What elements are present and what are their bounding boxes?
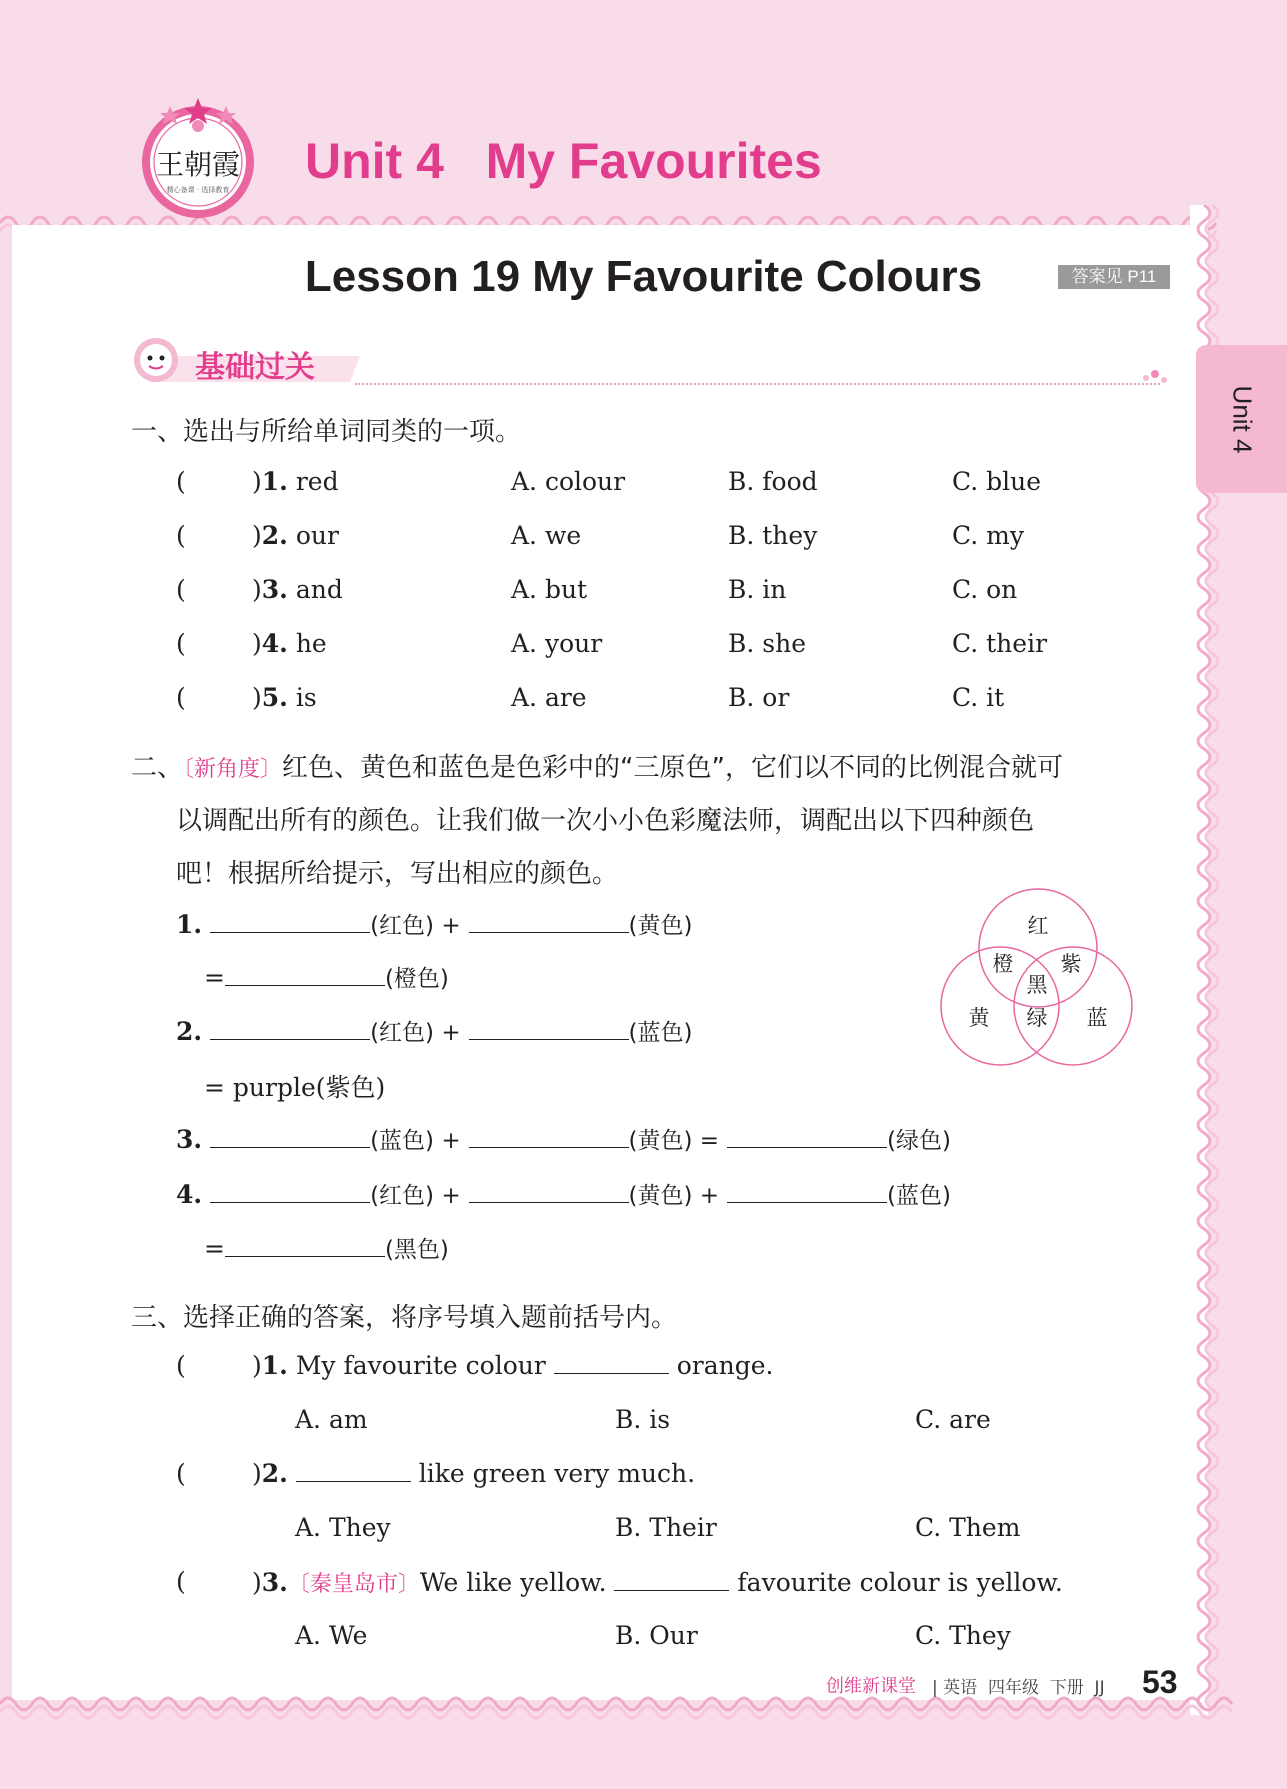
unit-side-tab-label: Unit 4 xyxy=(1226,385,1257,453)
part1-option-b: B. she xyxy=(728,629,806,658)
part1-option-b: B. in xyxy=(728,575,787,604)
part2-question-1: 1. (红色) + (黄色) xyxy=(176,910,693,939)
part3-region-tag: 〔秦皇岛市〕 xyxy=(287,1572,420,1597)
part3-option-c: C. They xyxy=(915,1621,1011,1650)
part2-heading-line1: 二、〔新角度〕红色、黄色和蓝色是色彩中的“三原色”，它们以不同的比例混合就可 xyxy=(131,753,1063,783)
part2-question-1-result: = (橙色) xyxy=(204,963,449,992)
part1-heading: 一、选出与所给单词同类的一项。 xyxy=(131,417,522,447)
part1-option-c: C. my xyxy=(952,521,1024,550)
venn-label-yellow: 黄 xyxy=(968,1006,990,1030)
part3-option-c: C. are xyxy=(915,1405,991,1434)
part1-option-a: A. your xyxy=(511,629,603,658)
unit-title: Unit 4 My Favourites xyxy=(305,133,822,189)
part1-option-a: A. are xyxy=(511,683,587,712)
part1-item-3: )3. and xyxy=(252,575,343,604)
logo-subtext: 精心备课 · 选择教育 xyxy=(166,186,230,194)
venn-label-orange: 橙 xyxy=(992,952,1014,976)
part1-row-4: ( xyxy=(176,629,186,658)
divider-dots-icon xyxy=(1140,366,1170,386)
part2-heading-line2: 以调配出所有的颜色。让我们做一次小小色彩魔法师，调配出以下四种颜色 xyxy=(176,806,1035,836)
part3-bracket-1: ( xyxy=(176,1351,186,1380)
part2-question-4: 4. (红色) + (黄色) + (蓝色) xyxy=(176,1180,951,1209)
part1-item-1: )1. red xyxy=(252,467,339,496)
part1-option-b: B. or xyxy=(728,683,790,712)
part1-row-2: ( xyxy=(176,521,186,550)
venn-label-black: 黑 xyxy=(1026,973,1048,997)
part1-item-4: )4. he xyxy=(252,629,327,658)
section-divider xyxy=(355,383,1160,385)
part1-option-a: A. we xyxy=(511,521,582,550)
part1-item-2: )2. our xyxy=(252,521,339,550)
part1-option-b: B. they xyxy=(728,521,818,550)
part3-option-a: A. We xyxy=(295,1621,368,1650)
lesson-title: Lesson 19 My Favourite Colours xyxy=(304,252,983,301)
section-label: 基础过关 xyxy=(195,350,315,385)
part3-option-b: B. is xyxy=(615,1405,671,1434)
page-number: 53 xyxy=(1142,1664,1178,1700)
part3-option-b: B. Our xyxy=(615,1621,698,1650)
publisher-logo xyxy=(134,96,262,220)
part2-question-2: 2. (红色) + (蓝色) xyxy=(176,1017,693,1046)
part3-option-b: B. Their xyxy=(615,1513,717,1542)
part3-option-c: C. Them xyxy=(915,1513,1021,1542)
part3-question-1: )1. My favourite colour orange. xyxy=(252,1351,774,1380)
part1-option-c: C. their xyxy=(952,629,1048,658)
part3-bracket-2: ( xyxy=(176,1459,186,1488)
part1-option-b: B. food xyxy=(728,467,818,496)
part2-heading-line3: 吧！根据所给提示，写出相应的颜色。 xyxy=(176,859,619,889)
footer-book-info: | 英语 四年级 下册 JJ xyxy=(932,1678,1105,1698)
part2-question-4-result: = (黑色) xyxy=(204,1234,449,1263)
footer-brand: 创维新课堂 xyxy=(826,1676,916,1697)
part1-option-c: C. it xyxy=(952,683,1005,712)
part2-question-3: 3. (蓝色) + (黄色) = (绿色) xyxy=(176,1125,951,1154)
part1-row-5: ( xyxy=(176,683,186,712)
part1-option-a: A. but xyxy=(511,575,588,604)
part2-tag: 〔新角度〕 xyxy=(183,757,283,782)
part1-option-a: A. colour xyxy=(511,467,626,496)
answer-reference-badge: 答案见 P11 xyxy=(1058,265,1170,289)
part1-item-5: )5. is xyxy=(252,683,317,712)
part3-question-3: )3.〔秦皇岛市〕We like yellow. favourite colour is yellow. xyxy=(252,1568,1063,1597)
part1-row-3: ( xyxy=(176,575,186,604)
part1-option-c: C. on xyxy=(952,575,1018,604)
venn-label-purple: 紫 xyxy=(1060,952,1082,976)
part3-heading: 三、选择正确的答案，将序号填入题前括号内。 xyxy=(131,1303,678,1333)
part3-option-a: A. am xyxy=(295,1405,368,1434)
part1-row-1: ( xyxy=(176,467,186,496)
venn-label-blue: 蓝 xyxy=(1086,1006,1108,1030)
venn-label-red: 红 xyxy=(1027,914,1049,938)
part1-option-c: C. blue xyxy=(952,467,1042,496)
part3-option-a: A. They xyxy=(295,1513,391,1542)
venn-label-green: 绿 xyxy=(1026,1006,1048,1030)
color-mixing-venn-diagram xyxy=(935,888,1135,1073)
logo-text: 王朝霞 xyxy=(155,148,241,181)
part2-question-2-result: = purple(紫色) xyxy=(204,1073,386,1102)
part3-question-2: )2. like green very much. xyxy=(252,1459,696,1488)
part3-bracket-3: ( xyxy=(176,1567,186,1596)
